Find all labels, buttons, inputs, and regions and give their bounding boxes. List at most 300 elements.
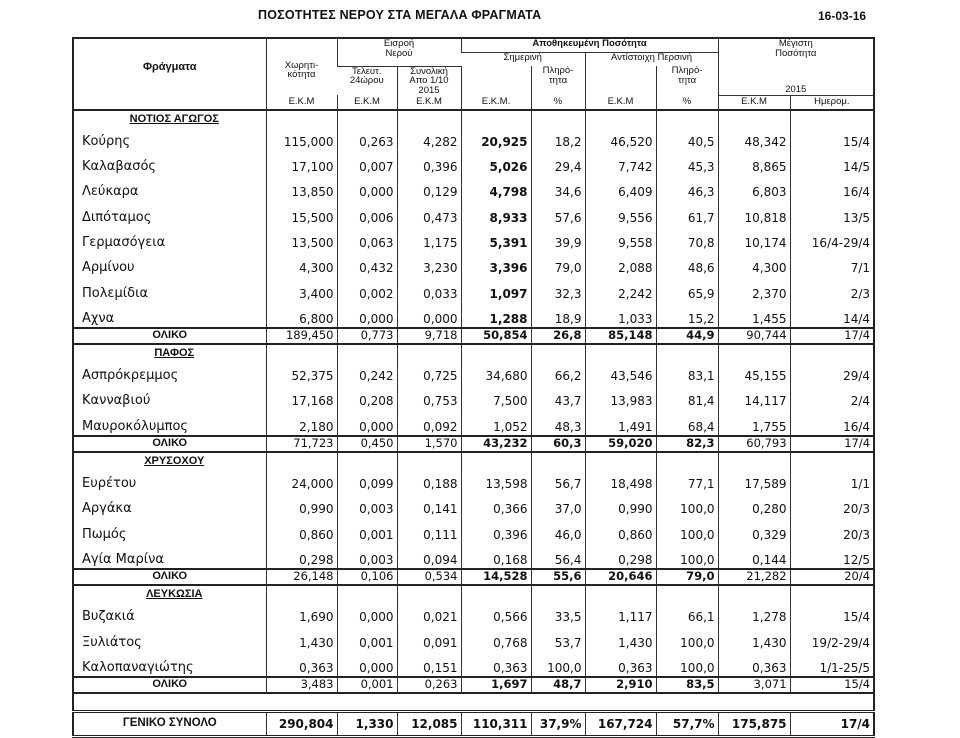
dam-water-table <box>72 37 875 738</box>
cell-col-5: 33,5 <box>531 600 585 625</box>
table-header <box>73 38 874 110</box>
cell-col-1: 0,298 <box>266 543 337 569</box>
cell-col-8: 0,280 <box>718 492 790 517</box>
cell-col-9: 17/4 <box>790 711 874 736</box>
cell-col-1: 13,850 <box>266 175 337 200</box>
region-blank <box>656 344 718 359</box>
cell-col-2: 0,242 <box>337 359 397 384</box>
region-blank <box>656 585 718 600</box>
cell-col-4: 1,097 <box>461 276 531 301</box>
table-row <box>73 409 874 435</box>
cell-col-9: 16/4 <box>790 175 874 200</box>
cell-col-2: 0,432 <box>337 251 397 276</box>
cell-col-8: 14,117 <box>718 384 790 409</box>
cell-col-9: 20/3 <box>790 492 874 517</box>
cell-col-4: 5,026 <box>461 150 531 175</box>
cell-col-3: 4,282 <box>397 125 461 150</box>
region-blank <box>461 585 531 600</box>
cell-col-9: 2/3 <box>790 276 874 301</box>
cell-col-4: 4,798 <box>461 175 531 200</box>
region-blank <box>718 344 790 359</box>
cell-col-8: 21,282 <box>718 569 790 585</box>
cell-col-1: 6,800 <box>266 302 337 328</box>
cell-col-7: 100,0 <box>656 625 718 650</box>
cell-col-5: 55,6 <box>531 569 585 585</box>
cell-col-7: 100,0 <box>656 543 718 569</box>
region-blank <box>397 585 461 600</box>
cell-col-2: 0,263 <box>337 125 397 150</box>
cell-col-6: 13,983 <box>585 384 656 409</box>
cell-col-3: 0,111 <box>397 517 461 542</box>
table-row <box>73 651 874 677</box>
cell-col-8: 1,455 <box>718 302 790 328</box>
table-row <box>73 517 874 542</box>
cell-col-8: 175,875 <box>718 711 790 736</box>
cell-col-4: 5,391 <box>461 226 531 251</box>
header-today-blank <box>461 66 531 95</box>
region-blank <box>656 110 718 125</box>
cell-col-7: 48,6 <box>656 251 718 276</box>
cell-col-6: 18,498 <box>585 467 656 492</box>
cell-col-7: 83,5 <box>656 677 718 693</box>
table-row <box>73 492 874 517</box>
cell-col-1: 3,483 <box>266 677 337 693</box>
cell-col-3: 1,175 <box>397 226 461 251</box>
cell-col-4: 0,396 <box>461 517 531 542</box>
cell-col-2: 0,450 <box>337 436 397 452</box>
cell-col-6: 1,491 <box>585 409 656 435</box>
region-blank <box>461 452 531 467</box>
region-total-row <box>73 436 874 452</box>
dam-name: Κανναβιού <box>82 393 151 409</box>
header-pct-2: % <box>656 95 718 110</box>
cell-col-5: 66,2 <box>531 359 585 384</box>
cell-col-5: 18,2 <box>531 125 585 150</box>
cell-col-2: 0,063 <box>337 226 397 251</box>
dam-name: Κούρης <box>82 133 131 149</box>
region-total-row <box>73 569 874 585</box>
cell-col-9: 17/4 <box>790 328 874 344</box>
cell-col-5: 53,7 <box>531 625 585 650</box>
spacer-row <box>73 693 874 712</box>
dam-name: Ασπρόκρεμμος <box>82 368 179 384</box>
table-row <box>73 384 874 409</box>
total-label: ΟΛΙΚΟ <box>73 569 266 585</box>
cell-col-7: 100,0 <box>656 651 718 677</box>
cell-col-4: 1,288 <box>461 302 531 328</box>
cell-col-9: 13/5 <box>790 200 874 225</box>
region-blank <box>718 110 790 125</box>
total-label: ΟΛΙΚΟ <box>73 677 266 693</box>
region-blank <box>337 110 397 125</box>
table-row <box>73 200 874 225</box>
table-row <box>73 302 874 328</box>
cell-col-9: 15/4 <box>790 677 874 693</box>
region-blank <box>531 452 585 467</box>
cell-col-2: 0,000 <box>337 409 397 435</box>
cell-col-3: 12,085 <box>397 711 461 736</box>
cell-col-2: 0,000 <box>337 302 397 328</box>
region-blank <box>585 344 656 359</box>
grand-total-row <box>73 711 874 736</box>
region-name: ΠΑΦΟΣ <box>154 346 195 359</box>
header-inflow-total-unit: Ε.Κ.Μ <box>397 95 461 110</box>
region-blank <box>718 452 790 467</box>
cell-col-3: 0,141 <box>397 492 461 517</box>
cell-col-3: 0,396 <box>397 150 461 175</box>
header-inflow-last24-unit: Ε.Κ.Μ <box>337 95 397 110</box>
header-dams-unit <box>73 95 266 110</box>
cell-col-6: 59,020 <box>585 436 656 452</box>
cell-col-5: 18,9 <box>531 302 585 328</box>
region-blank <box>337 452 397 467</box>
table-row <box>73 625 874 650</box>
cell-col-2: 0,006 <box>337 200 397 225</box>
cell-col-1: 0,990 <box>266 492 337 517</box>
header-capacity: Χωρητι- κότητα <box>266 38 337 95</box>
cell-col-6: 7,742 <box>585 150 656 175</box>
cell-col-4: 34,680 <box>461 359 531 384</box>
dam-name: Αργάκα <box>82 501 132 517</box>
cell-col-8: 10,174 <box>718 226 790 251</box>
cell-col-9: 16/4-29/4 <box>790 226 874 251</box>
cell-col-9: 14/5 <box>790 150 874 175</box>
dam-name: Αρμίνου <box>82 260 135 276</box>
cell-col-1: 4,300 <box>266 251 337 276</box>
cell-col-2: 1,330 <box>337 711 397 736</box>
dam-name: Μαυροκόλυμπος <box>82 418 189 434</box>
region-blank <box>585 452 656 467</box>
cell-col-1: 0,363 <box>266 651 337 677</box>
region-blank <box>266 452 337 467</box>
region-blank <box>461 344 531 359</box>
cell-col-6: 2,910 <box>585 677 656 693</box>
cell-col-9: 20/3 <box>790 517 874 542</box>
cell-col-7: 82,3 <box>656 436 718 452</box>
cell-col-2: 0,003 <box>337 543 397 569</box>
cell-col-5: 48,3 <box>531 409 585 435</box>
cell-col-6: 9,556 <box>585 200 656 225</box>
cell-col-2: 0,002 <box>337 276 397 301</box>
header-max-year: 2015 <box>718 66 874 95</box>
table-body <box>73 110 874 737</box>
dam-name: Πωμός <box>82 526 127 542</box>
cell-col-9: 14/4 <box>790 302 874 328</box>
cell-col-8: 2,370 <box>718 276 790 301</box>
cell-col-9: 12/5 <box>790 543 874 569</box>
cell-col-6: 1,033 <box>585 302 656 328</box>
region-header <box>73 585 874 600</box>
cell-col-7: 45,3 <box>656 150 718 175</box>
region-blank <box>585 585 656 600</box>
cell-col-9: 29/4 <box>790 359 874 384</box>
dam-name: Καλοπαναγιώτης <box>82 659 194 675</box>
region-blank <box>531 344 585 359</box>
cell-col-3: 0,753 <box>397 384 461 409</box>
cell-col-3: 0,092 <box>397 409 461 435</box>
cell-col-7: 40,5 <box>656 125 718 150</box>
region-blank <box>266 585 337 600</box>
cell-col-3: 0,094 <box>397 543 461 569</box>
dam-name: Πολεμίδια <box>82 285 149 301</box>
header-last-year-blank <box>585 66 656 95</box>
header-inflow-total: Συνολική Απο 1/10 2015 <box>397 66 461 95</box>
cell-col-7: 15,2 <box>656 302 718 328</box>
region-total-row <box>73 677 874 693</box>
cell-col-7: 83,1 <box>656 359 718 384</box>
cell-col-1: 24,000 <box>266 467 337 492</box>
cell-col-5: 43,7 <box>531 384 585 409</box>
cell-col-1: 189,450 <box>266 328 337 344</box>
region-blank <box>397 344 461 359</box>
cell-col-1: 13,500 <box>266 226 337 251</box>
cell-col-1: 1,430 <box>266 625 337 650</box>
table-row <box>73 251 874 276</box>
dam-name: Βυζακιά <box>82 609 135 625</box>
cell-col-3: 0,263 <box>397 677 461 693</box>
cell-col-6: 0,990 <box>585 492 656 517</box>
region-name: ΛΕΥΚΩΣΙΑ <box>146 587 203 600</box>
header-max-unit: Ε.Κ.Μ <box>718 95 790 110</box>
cell-col-2: 0,208 <box>337 384 397 409</box>
cell-col-4: 8,933 <box>461 200 531 225</box>
header-today-unit: Ε.Κ.Μ. <box>461 95 531 110</box>
cell-col-3: 0,151 <box>397 651 461 677</box>
region-header <box>73 452 874 467</box>
cell-col-5: 39,9 <box>531 226 585 251</box>
region-name: ΝΟΤΙΟΣ ΑΓΩΓΟΣ <box>129 112 219 125</box>
header-inflow-last24: Τελευτ. 24ώρου <box>337 66 397 95</box>
cell-col-8: 90,744 <box>718 328 790 344</box>
cell-col-2: 0,000 <box>337 651 397 677</box>
cell-col-6: 1,117 <box>585 600 656 625</box>
dam-name: Γερμασόγεια <box>82 234 166 250</box>
cell-col-1: 17,100 <box>266 150 337 175</box>
table-row <box>73 276 874 301</box>
table-row <box>73 175 874 200</box>
cell-col-8: 4,300 <box>718 251 790 276</box>
dam-name: Λεύκαρα <box>82 184 139 200</box>
cell-col-4: 1,052 <box>461 409 531 435</box>
cell-col-8: 45,155 <box>718 359 790 384</box>
header-inflow: Εισροή Νερού <box>337 38 461 66</box>
region-blank <box>531 585 585 600</box>
cell-col-6: 20,646 <box>585 569 656 585</box>
region-total-row <box>73 328 874 344</box>
cell-col-2: 0,099 <box>337 467 397 492</box>
region-header <box>73 110 874 125</box>
cell-col-2: 0,001 <box>337 517 397 542</box>
cell-col-9: 2/4 <box>790 384 874 409</box>
table-row <box>73 543 874 569</box>
cell-col-8: 60,793 <box>718 436 790 452</box>
cell-col-7: 61,7 <box>656 200 718 225</box>
region-blank <box>790 585 874 600</box>
cell-col-9: 19/2-29/4 <box>790 625 874 650</box>
region-blank <box>790 344 874 359</box>
region-blank <box>585 110 656 125</box>
cell-col-5: 34,6 <box>531 175 585 200</box>
cell-col-1: 52,375 <box>266 359 337 384</box>
total-label: ΟΛΙΚΟ <box>73 436 266 452</box>
cell-col-3: 0,021 <box>397 600 461 625</box>
cell-col-3: 9,718 <box>397 328 461 344</box>
header-last-year: Αντίστοιχη Περσινή <box>585 53 718 67</box>
region-blank <box>461 110 531 125</box>
region-blank <box>531 110 585 125</box>
cell-col-6: 2,088 <box>585 251 656 276</box>
cell-col-3: 0,033 <box>397 276 461 301</box>
region-name: ΧΡΥΣΟΧΟΥ <box>144 454 205 467</box>
cell-col-1: 290,804 <box>266 711 337 736</box>
cell-col-6: 6,409 <box>585 175 656 200</box>
cell-col-7: 65,9 <box>656 276 718 301</box>
region-blank <box>656 452 718 467</box>
cell-col-9: 7/1 <box>790 251 874 276</box>
cell-col-2: 0,106 <box>337 569 397 585</box>
dam-name: Αχνα <box>82 310 115 326</box>
cell-col-5: 37,9% <box>531 711 585 736</box>
cell-col-8: 1,430 <box>718 625 790 650</box>
cell-col-5: 57,6 <box>531 200 585 225</box>
cell-col-4: 1,697 <box>461 677 531 693</box>
cell-col-4: 0,566 <box>461 600 531 625</box>
cell-col-4: 3,396 <box>461 251 531 276</box>
region-blank <box>266 344 337 359</box>
cell-col-7: 57,7% <box>656 711 718 736</box>
header-max: Μέγιστη Ποσότητα <box>718 38 874 66</box>
cell-col-7: 46,3 <box>656 175 718 200</box>
cell-col-8: 0,144 <box>718 543 790 569</box>
cell-col-4: 0,168 <box>461 543 531 569</box>
cell-col-7: 81,4 <box>656 384 718 409</box>
cell-col-5: 48,7 <box>531 677 585 693</box>
cell-col-4: 43,232 <box>461 436 531 452</box>
cell-col-2: 0,000 <box>337 600 397 625</box>
report-title: ΠΟΣΟΤΗΤΕΣ ΝΕΡΟΥ ΣΤΑ ΜΕΓΑΛΑ ΦΡΑΓΜΑΤΑ <box>258 8 542 22</box>
cell-col-3: 3,230 <box>397 251 461 276</box>
cell-col-3: 0,129 <box>397 175 461 200</box>
region-blank <box>718 585 790 600</box>
cell-col-9: 17/4 <box>790 436 874 452</box>
cell-col-6: 0,298 <box>585 543 656 569</box>
header-fill-2: Πληρό- τητα <box>656 66 718 95</box>
cell-col-6: 1,430 <box>585 625 656 650</box>
cell-col-1: 1,690 <box>266 600 337 625</box>
cell-col-5: 79,0 <box>531 251 585 276</box>
table-row <box>73 600 874 625</box>
table-row <box>73 226 874 251</box>
dam-name: Ξυλιάτος <box>82 634 142 650</box>
header-today: Σημερινή <box>503 52 542 63</box>
cell-col-4: 0,366 <box>461 492 531 517</box>
cell-col-8: 3,071 <box>718 677 790 693</box>
cell-col-3: 0,000 <box>397 302 461 328</box>
cell-col-6: 46,520 <box>585 125 656 150</box>
cell-col-3: 0,473 <box>397 200 461 225</box>
cell-col-6: 0,860 <box>585 517 656 542</box>
cell-col-1: 15,500 <box>266 200 337 225</box>
cell-col-7: 100,0 <box>656 492 718 517</box>
cell-col-2: 0,773 <box>337 328 397 344</box>
cell-col-8: 0,363 <box>718 651 790 677</box>
cell-col-3: 0,091 <box>397 625 461 650</box>
cell-col-1: 115,000 <box>266 125 337 150</box>
header-pct: % <box>531 95 585 110</box>
cell-col-2: 0,001 <box>337 677 397 693</box>
table-row <box>73 150 874 175</box>
table-row <box>73 359 874 384</box>
grand-total-label: ΓΕΝΙΚΟ ΣΥΝΟΛΟ <box>73 711 266 736</box>
cell-col-2: 0,000 <box>337 175 397 200</box>
cell-col-8: 10,818 <box>718 200 790 225</box>
cell-col-4: 0,363 <box>461 651 531 677</box>
cell-col-7: 100,0 <box>656 517 718 542</box>
cell-col-4: 50,854 <box>461 328 531 344</box>
cell-col-5: 100,0 <box>531 651 585 677</box>
cell-col-8: 8,865 <box>718 150 790 175</box>
header-last-year-unit: Ε.Κ.Μ <box>585 95 656 110</box>
cell-col-2: 0,001 <box>337 625 397 650</box>
header-fill: Πληρό- τητα <box>531 66 585 95</box>
header-dams: Φράγματα <box>142 60 197 73</box>
cell-col-9: 15/4 <box>790 125 874 150</box>
dam-name: Αγία Μαρίνα <box>82 551 164 567</box>
region-blank <box>337 585 397 600</box>
cell-col-9: 1/1-25/5 <box>790 651 874 677</box>
cell-col-5: 56,4 <box>531 543 585 569</box>
cell-col-6: 167,724 <box>585 711 656 736</box>
region-blank <box>397 110 461 125</box>
region-blank <box>266 110 337 125</box>
region-header <box>73 344 874 359</box>
cell-col-8: 1,278 <box>718 600 790 625</box>
cell-col-6: 0,363 <box>585 651 656 677</box>
cell-col-8: 17,589 <box>718 467 790 492</box>
dam-name: Διπόταμος <box>82 209 152 225</box>
region-blank <box>397 452 461 467</box>
cell-col-8: 48,342 <box>718 125 790 150</box>
cell-col-4: 7,500 <box>461 384 531 409</box>
cell-col-5: 60,3 <box>531 436 585 452</box>
cell-col-1: 71,723 <box>266 436 337 452</box>
cell-col-8: 6,803 <box>718 175 790 200</box>
table-row <box>73 467 874 492</box>
cell-col-7: 44,9 <box>656 328 718 344</box>
region-blank <box>790 110 874 125</box>
dam-name: Καλαβασός <box>82 159 157 175</box>
cell-col-6: 85,148 <box>585 328 656 344</box>
cell-col-1: 26,148 <box>266 569 337 585</box>
cell-col-3: 0,534 <box>397 569 461 585</box>
cell-col-1: 3,400 <box>266 276 337 301</box>
cell-col-9: 16/4 <box>790 409 874 435</box>
cell-col-7: 68,4 <box>656 409 718 435</box>
cell-col-8: 1,755 <box>718 409 790 435</box>
total-label: ΟΛΙΚΟ <box>73 328 266 344</box>
cell-col-5: 32,3 <box>531 276 585 301</box>
cell-col-9: 15/4 <box>790 600 874 625</box>
cell-col-4: 110,311 <box>461 711 531 736</box>
cell-col-1: 2,180 <box>266 409 337 435</box>
cell-col-9: 1/1 <box>790 467 874 492</box>
cell-col-5: 56,7 <box>531 467 585 492</box>
cell-col-7: 79,0 <box>656 569 718 585</box>
report-date: 16-03-16 <box>818 9 867 23</box>
cell-col-9: 20/4 <box>790 569 874 585</box>
cell-col-1: 0,860 <box>266 517 337 542</box>
cell-col-2: 0,003 <box>337 492 397 517</box>
